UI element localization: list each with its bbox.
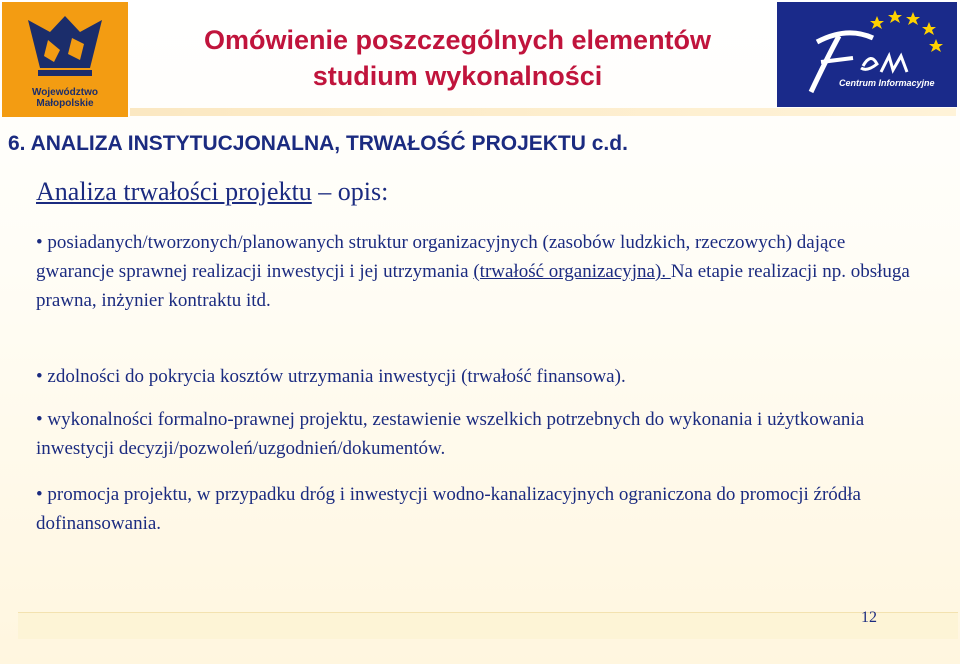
bullet-1-underlined: (trwałość organizacyjna). xyxy=(473,261,671,282)
bullet-1-text-continued: Na etapie realizacji np. obsługa prawna, inżynier kontraktu itd. xyxy=(36,261,910,311)
section-heading: 6. ANALIZA INSTYTUCJONALNA, TRWAŁOŚĆ PROJEKTU c.d. xyxy=(8,132,628,155)
bullet-4-text: promocja projektu, w przypadku dróg i inwestycji wodno-kanalizacyjnych ograniczona do promocji źródła dofinansowania. xyxy=(36,484,861,534)
list-item xyxy=(36,405,926,463)
bullet-3-text: wykonalności formalno-prawnej projektu, zestawienie wszelkich potrzebnych do wykonania i użytkowania inwestycji decyzji/pozwoleń/uzgodnień/dokumentów. xyxy=(36,409,865,459)
slide-title xyxy=(150,22,765,94)
page-number: 12 xyxy=(861,609,877,626)
bullet-icon: • xyxy=(36,409,43,430)
subheading-underlined: Analiza trwałości projektu xyxy=(36,177,312,206)
fem-logo-icon xyxy=(777,2,957,107)
bullet-icon: • xyxy=(36,366,43,387)
list-item xyxy=(36,362,926,391)
wojewodztwo-malopolskie-logo xyxy=(2,2,128,117)
bullet-icon: • xyxy=(36,232,43,253)
footer-bar xyxy=(18,612,958,639)
bullet-1-text: posiadanych/tworzonych/planowanych struktur organizacyjnych (zasobów ludzkich, rzeczowych) dające gwarancje sprawnej realizacji inwestycji i jej utrzymania xyxy=(36,232,846,282)
title-line-1: Omówienie poszczególnych elementów xyxy=(203,25,712,55)
logo-line-2: Małopolskie xyxy=(36,98,94,109)
list-item xyxy=(36,228,926,315)
header-divider xyxy=(130,108,956,116)
bullet-2-text: zdolności do pokrycia kosztów utrzymania inwestycji (trwałość finansowa). xyxy=(42,366,626,387)
list-item xyxy=(36,480,926,538)
title-line-2: studium wykonalności xyxy=(312,61,603,91)
fem-centrum-informacyjne-logo xyxy=(777,2,957,107)
subheading xyxy=(36,176,736,208)
bullet-icon: • xyxy=(36,484,43,505)
malopolska-emblem-icon xyxy=(20,10,110,84)
subheading-rest: – opis: xyxy=(311,177,389,206)
logo-line-1: Województwo xyxy=(32,87,98,98)
logo-caption: Centrum Informacyjne xyxy=(839,78,935,88)
